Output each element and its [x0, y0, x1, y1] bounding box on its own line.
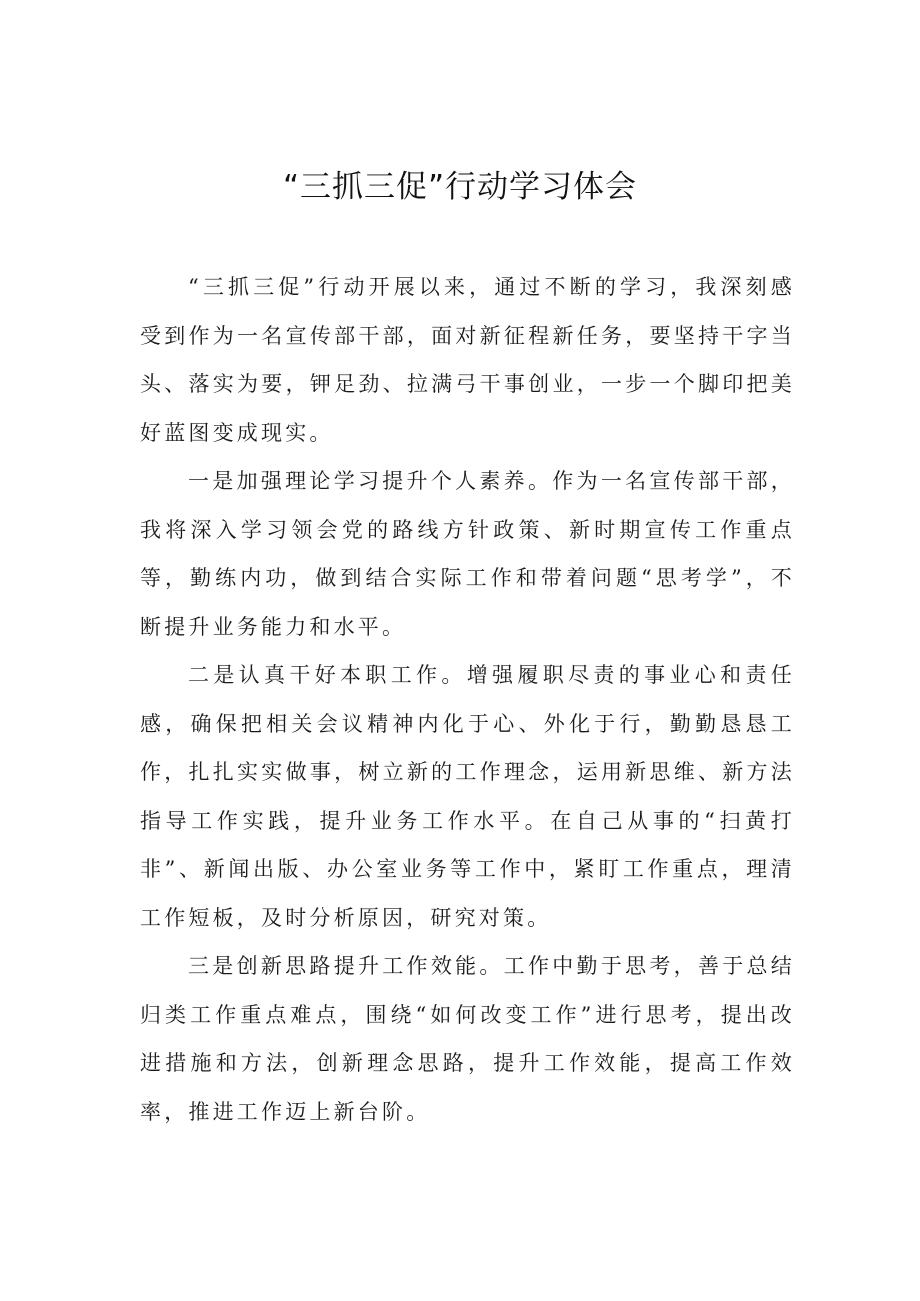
paragraph-intro: “三抓三促”行动开展以来，通过不断的学习，我深刻感受到作为一名宣传部干部，面对新征程新任务，要坚持干字当头、落实为要，钾足劲、拉满弓干事创业，一步一个脚印把美好蓝图变成现实。 — [140, 275, 795, 445]
paragraph-point-one: 一是加强理论学习提升个人素养。作为一名宣传部干部，我将深入学习领会党的路线方针政策、新时期宣传工作重点等，勤练内功，做到结合实际工作和带着问题“思考学”，不断提升业务能力和水平。 — [140, 469, 795, 639]
paragraph-point-three: 三是创新思路提升工作效能。工作中勤于思考，善于总结归类工作重点难点，围绕“如何改变工作”进行思考，提出改进措施和方法，创新理念思路，提升工作效能，提高工作效率，推进工作迈上新台阶。 — [140, 954, 795, 1124]
document-title: “三抓三促”行动学习体会 — [282, 169, 638, 205]
paragraph-point-two: 二是认真干好本职工作。增强履职尽责的事业心和责任感，确保把相关会议精神内化于心、外化于行，勤勤恳恳工作，扎扎实实做事，树立新的工作理念，运用新思维、新方法指导工作实践，提升业务工作水平。在自己从事的“扫黄打非”、新闻出版、办公室业务等工作中，紧盯工作重点，理清工作短板，及时分析原因，研究对策。 — [140, 663, 795, 930]
document-body — [140, 263, 795, 1136]
